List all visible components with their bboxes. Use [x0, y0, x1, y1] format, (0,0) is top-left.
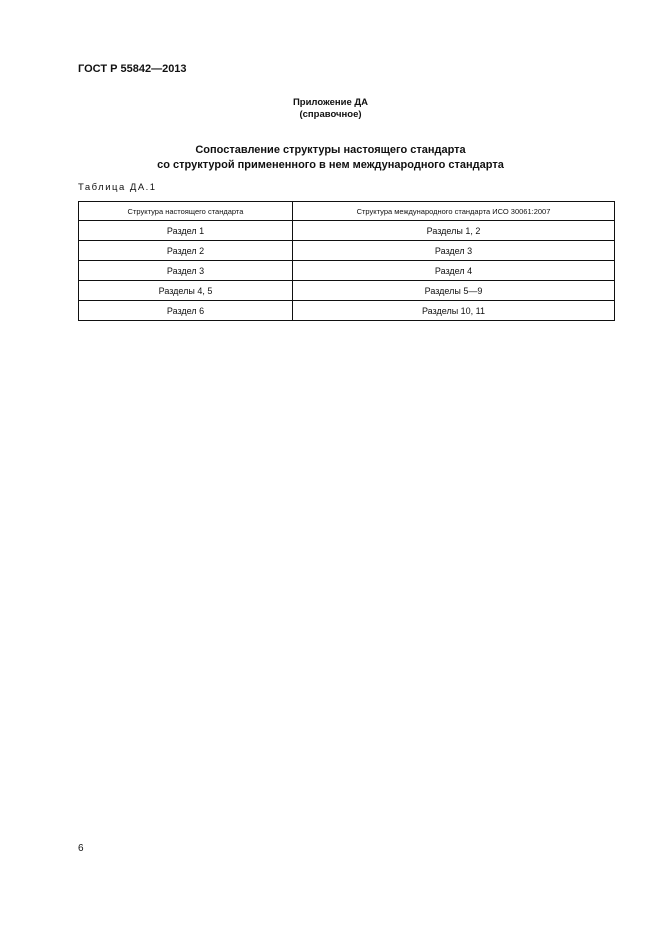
- table-cell: Раздел 3: [293, 241, 615, 261]
- table-cell: Раздел 3: [79, 261, 293, 281]
- table-cell: Разделы 10, 11: [293, 301, 615, 321]
- table-cell: Раздел 4: [293, 261, 615, 281]
- table-caption: Таблица ДА.1: [78, 182, 157, 193]
- appendix-heading: [0, 97, 661, 121]
- appendix-subtitle: (справочное): [299, 109, 362, 120]
- table-cell: Раздел 2: [79, 241, 293, 261]
- column-header: Структура международного стандарта ИСО 30061:2007: [293, 202, 615, 221]
- page-number: 6: [78, 843, 84, 854]
- table-cell: Разделы 1, 2: [293, 221, 615, 241]
- table-row: [79, 221, 615, 241]
- table-cell: Разделы 5—9: [293, 281, 615, 301]
- table-cell: Раздел 6: [79, 301, 293, 321]
- document-id: ГОСТ Р 55842—2013: [78, 63, 187, 75]
- column-header: Структура настоящего стандарта: [79, 202, 293, 221]
- title-line-2: со структурой примененного в нем международного стандарта: [157, 159, 504, 171]
- appendix-title: Приложение ДА: [292, 97, 369, 108]
- table-row: [79, 301, 615, 321]
- table-header-row: [79, 202, 615, 221]
- table-cell: Разделы 4, 5: [79, 281, 293, 301]
- table-row: [79, 241, 615, 261]
- section-title: [0, 143, 661, 173]
- table-row: [79, 261, 615, 281]
- comparison-table: [78, 201, 615, 321]
- table-row: [79, 281, 615, 301]
- title-line-1: Сопоставление структуры настоящего стандарта: [195, 144, 466, 156]
- table-cell: Раздел 1: [79, 221, 293, 241]
